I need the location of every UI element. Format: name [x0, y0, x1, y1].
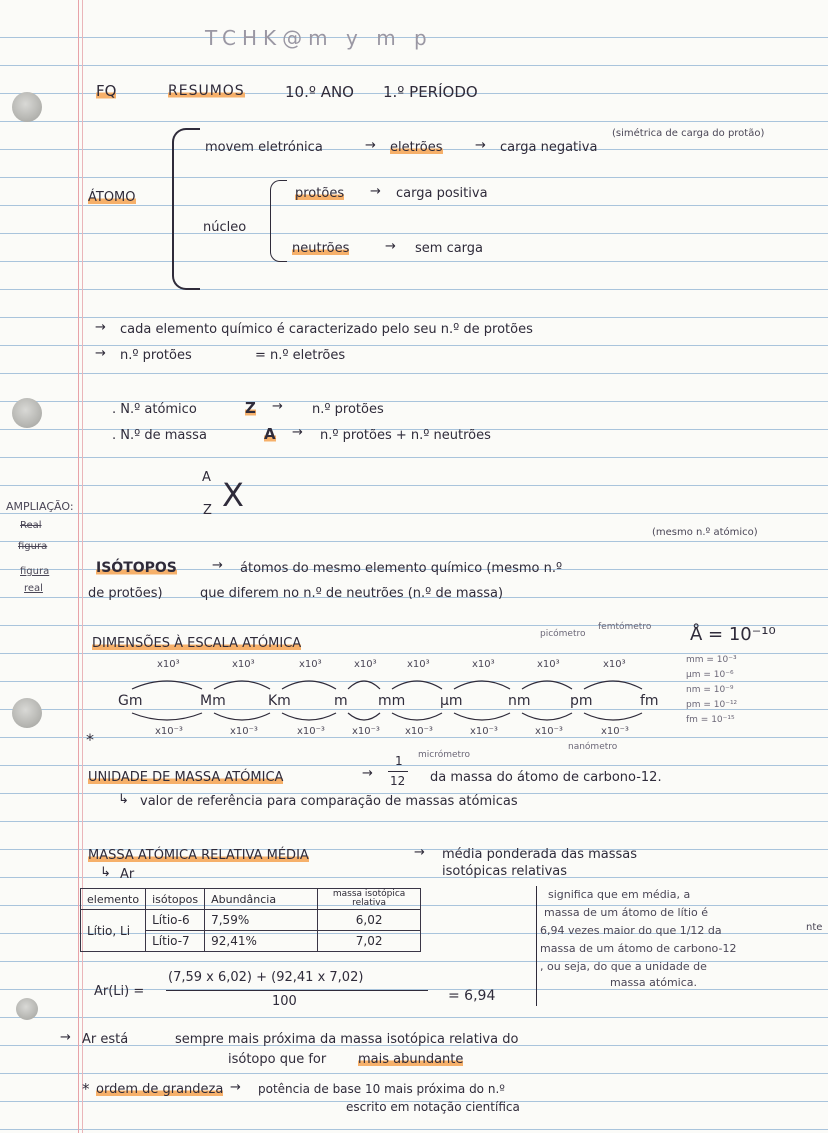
down-factor-label: x10⁻³	[601, 726, 629, 737]
isotope-cell: Lítio-6	[146, 910, 205, 931]
unit-8: fm	[640, 693, 659, 709]
arrow-icon: →	[385, 239, 396, 254]
down-factor-label: x10⁻³	[352, 726, 380, 737]
uma-frac-den: 12	[390, 774, 406, 788]
mar-abbr: Ar	[120, 867, 135, 882]
up-arrow	[454, 681, 510, 689]
abundance-cell: 7,59%	[205, 910, 318, 931]
explanation-1: significa que em média, a	[548, 888, 691, 901]
unit-1: Mm	[200, 693, 226, 709]
scale-um: µm = 10⁻⁶	[686, 670, 734, 680]
neutrons-term: neutrões	[292, 241, 350, 256]
up-factor-label: x10³	[299, 659, 322, 670]
isotopes-def-2b: que diferem no n.º de neutrões (n.º de massa)	[200, 586, 504, 601]
down-arrow	[522, 713, 572, 720]
table-header: massa isotópica relativa	[318, 889, 421, 910]
mass-number-symbol: A	[264, 425, 276, 443]
fraction-bar	[166, 990, 428, 991]
angstrom-def: Å = 10⁻¹⁰	[690, 624, 776, 645]
explanation-divider	[536, 886, 537, 1006]
table-header-row	[81, 889, 421, 910]
table-row	[81, 910, 421, 931]
arrow-icon: →	[95, 320, 106, 335]
formula-lhs: Ar(Li) =	[94, 984, 145, 999]
unit-5: µm	[440, 693, 463, 709]
atomic-number-def: n.º protões	[312, 402, 384, 417]
mass-number-label: . N.º de massa	[112, 428, 207, 443]
isotopes-def-1: átomos do mesmo elemento químico (mesmo n.º	[240, 561, 563, 576]
micrometro-note: micrómetro	[418, 750, 471, 760]
down-arrow	[132, 713, 202, 720]
arrow-icon: →	[365, 138, 376, 153]
up-factor-label: x10³	[157, 659, 180, 670]
side-note-1: Real	[20, 520, 42, 531]
arrow-icon: →	[272, 399, 283, 414]
return-arrow-icon: ↳	[118, 792, 129, 807]
star-marker: *	[86, 730, 94, 749]
dimensions-title: DIMENSÕES À ESCALA ATÓMICA	[92, 636, 302, 651]
atom-label: ÁTOMO	[88, 190, 136, 205]
explanation-6: massa atómica.	[610, 976, 697, 989]
notation-atomic: Z	[203, 503, 212, 518]
arrow-icon: →	[475, 138, 486, 153]
return-arrow-icon: ↳	[100, 865, 111, 880]
subject-label: FQ	[96, 82, 117, 100]
side-note-2: figura	[18, 541, 48, 552]
up-arrow	[522, 681, 572, 689]
arrow-icon: →	[362, 766, 373, 781]
side-note-title: AMPLIAÇÃO:	[6, 500, 74, 513]
edge-text: nte	[806, 922, 823, 933]
up-arrow	[348, 681, 380, 689]
table-header: Abundância	[205, 889, 318, 910]
fact-line-2a: n.º protões	[120, 348, 192, 363]
up-factor-label: x10³	[603, 659, 626, 670]
up-arrow	[392, 681, 442, 689]
mass-number-def: n.º protões + n.º neutrões	[320, 428, 491, 443]
atomic-number-symbol: Z	[245, 399, 256, 417]
electrons-term: eletrões	[390, 140, 443, 155]
down-arrow	[282, 713, 336, 720]
up-arrow	[282, 681, 336, 689]
neutrons-charge: sem carga	[415, 241, 484, 256]
nucleus-label: núcleo	[203, 220, 247, 235]
title-year: 10.º ANO	[285, 83, 354, 101]
down-arrow	[584, 713, 642, 720]
arrow-icon: →	[414, 845, 425, 860]
explanation-5: , ou seja, do que a unidade de	[540, 960, 707, 973]
arrow-icon: →	[230, 1080, 241, 1095]
electrons-charge: carga negativa	[500, 140, 598, 155]
up-arrow	[214, 681, 270, 689]
atomic-number-label: . N.º atómico	[112, 402, 197, 417]
explanation-2: massa de um átomo de lítio é	[544, 906, 709, 919]
fact-line-1: cada elemento químico é caracterizado pelo seu n.º de protões	[120, 322, 533, 337]
down-factor-label: x10⁻³	[470, 726, 498, 737]
up-factor-label: x10³	[407, 659, 430, 670]
explanation-3: 6,94 vezes maior do que 1/12 da	[540, 924, 722, 937]
title-period: 1.º PERÍODO	[383, 83, 478, 101]
unit-0: Gm	[118, 693, 143, 709]
side-note-3: figura	[20, 566, 50, 577]
fraction-bar	[388, 771, 408, 772]
abundance-cell: 92,41%	[205, 931, 318, 952]
table-header: elemento	[81, 889, 146, 910]
down-arrow	[454, 713, 510, 720]
ar-closeness-d: mais abundante	[358, 1052, 464, 1067]
notation-mass: A	[202, 470, 211, 485]
protons-term: protões	[295, 186, 345, 201]
mar-def-1: média ponderada das massas	[442, 847, 638, 862]
scale-nm: nm = 10⁻⁹	[686, 685, 734, 695]
down-factor-label: x10⁻³	[297, 726, 325, 737]
mar-label: MASSA ATÓMICA RELATIVA MÉDIA	[88, 848, 309, 863]
formula-numerator: (7,59 x 6,02) + (92,41 x 7,02)	[168, 970, 364, 985]
explanation-4: massa de um átomo de carbono-12	[540, 942, 737, 955]
unit-6: nm	[508, 693, 531, 709]
up-arrow	[132, 681, 202, 689]
up-factor-label: x10³	[537, 659, 560, 670]
side-note-4: real	[24, 583, 43, 594]
scale-mm: mm = 10⁻³	[686, 655, 737, 665]
uma-frac-num: 1	[395, 754, 403, 768]
formula-result: = 6,94	[448, 988, 496, 1004]
down-factor-label: x10⁻³	[155, 726, 183, 737]
up-factor-label: x10³	[472, 659, 495, 670]
unit-3: m	[334, 693, 348, 709]
isotopes-note-above: (mesmo n.º atómico)	[652, 527, 758, 538]
scale-fm: fm = 10⁻¹⁵	[686, 715, 735, 725]
mar-def-2: isotópicas relativas	[442, 864, 568, 879]
uma-def: da massa do átomo de carbono-12.	[430, 770, 662, 785]
down-factor-label: x10⁻³	[230, 726, 258, 737]
header-scribble: TCHK@m y m p	[205, 26, 433, 50]
ar-closeness-a: Ar está	[82, 1032, 129, 1047]
unit-7: pm	[570, 693, 593, 709]
order-def-a: potência de base 10 mais próxima do n.º	[258, 1082, 505, 1096]
scale-pm: pm = 10⁻¹²	[686, 700, 738, 710]
arrow-icon: →	[95, 346, 106, 361]
uma-sub: valor de referência para comparação de massas atómicas	[140, 794, 518, 809]
femtometro-note: femtómetro	[598, 622, 652, 632]
picometro-note: picómetro	[540, 629, 586, 639]
arrow-icon: →	[292, 425, 303, 440]
isotopes-def-2a: de protões)	[88, 586, 163, 601]
up-factor-label: x10³	[232, 659, 255, 670]
down-arrow	[392, 713, 442, 720]
isotope-table	[80, 888, 421, 952]
electrons-line: movem eletrónica	[205, 140, 323, 155]
isotopes-label: ISÓTOPOS	[96, 560, 177, 576]
notation-symbol: X	[222, 476, 244, 514]
nanometro-note: nanómetro	[568, 742, 618, 752]
arrow-icon: →	[212, 558, 223, 573]
electrons-note: (simétrica de carga do protão)	[612, 128, 765, 139]
down-factor-label: x10⁻³	[535, 726, 563, 737]
mass-cell: 7,02	[318, 931, 421, 952]
down-arrow	[348, 713, 380, 720]
table-header: isótopos	[146, 889, 205, 910]
unit-2: Km	[268, 693, 291, 709]
up-factor-label: x10³	[354, 659, 377, 670]
order-def-b: escrito em notação científica	[346, 1100, 520, 1114]
fact-line-2b: = n.º eletrões	[255, 348, 346, 363]
element-cell: Lítio, Li	[81, 910, 146, 952]
uma-label: UNIDADE DE MASSA ATÓMICA	[88, 770, 284, 785]
arrow-icon: →	[60, 1030, 71, 1045]
ar-closeness-b: sempre mais próxima da massa isotópica relativa do	[175, 1032, 519, 1047]
ar-closeness-c: isótopo que for	[228, 1052, 327, 1067]
isotope-cell: Lítio-7	[146, 931, 205, 952]
up-arrow	[584, 681, 642, 689]
down-factor-label: x10⁻³	[405, 726, 433, 737]
title-resumos: RESUMOS	[168, 83, 245, 99]
protons-charge: carga positiva	[396, 186, 488, 201]
mass-cell: 6,02	[318, 910, 421, 931]
unit-4: mm	[378, 693, 406, 709]
arrow-icon: →	[370, 184, 381, 199]
down-arrow	[214, 713, 270, 720]
formula-denominator: 100	[272, 994, 297, 1009]
order-of-magnitude-label: ordem de grandeza	[96, 1082, 224, 1097]
star-marker: *	[82, 1080, 90, 1098]
